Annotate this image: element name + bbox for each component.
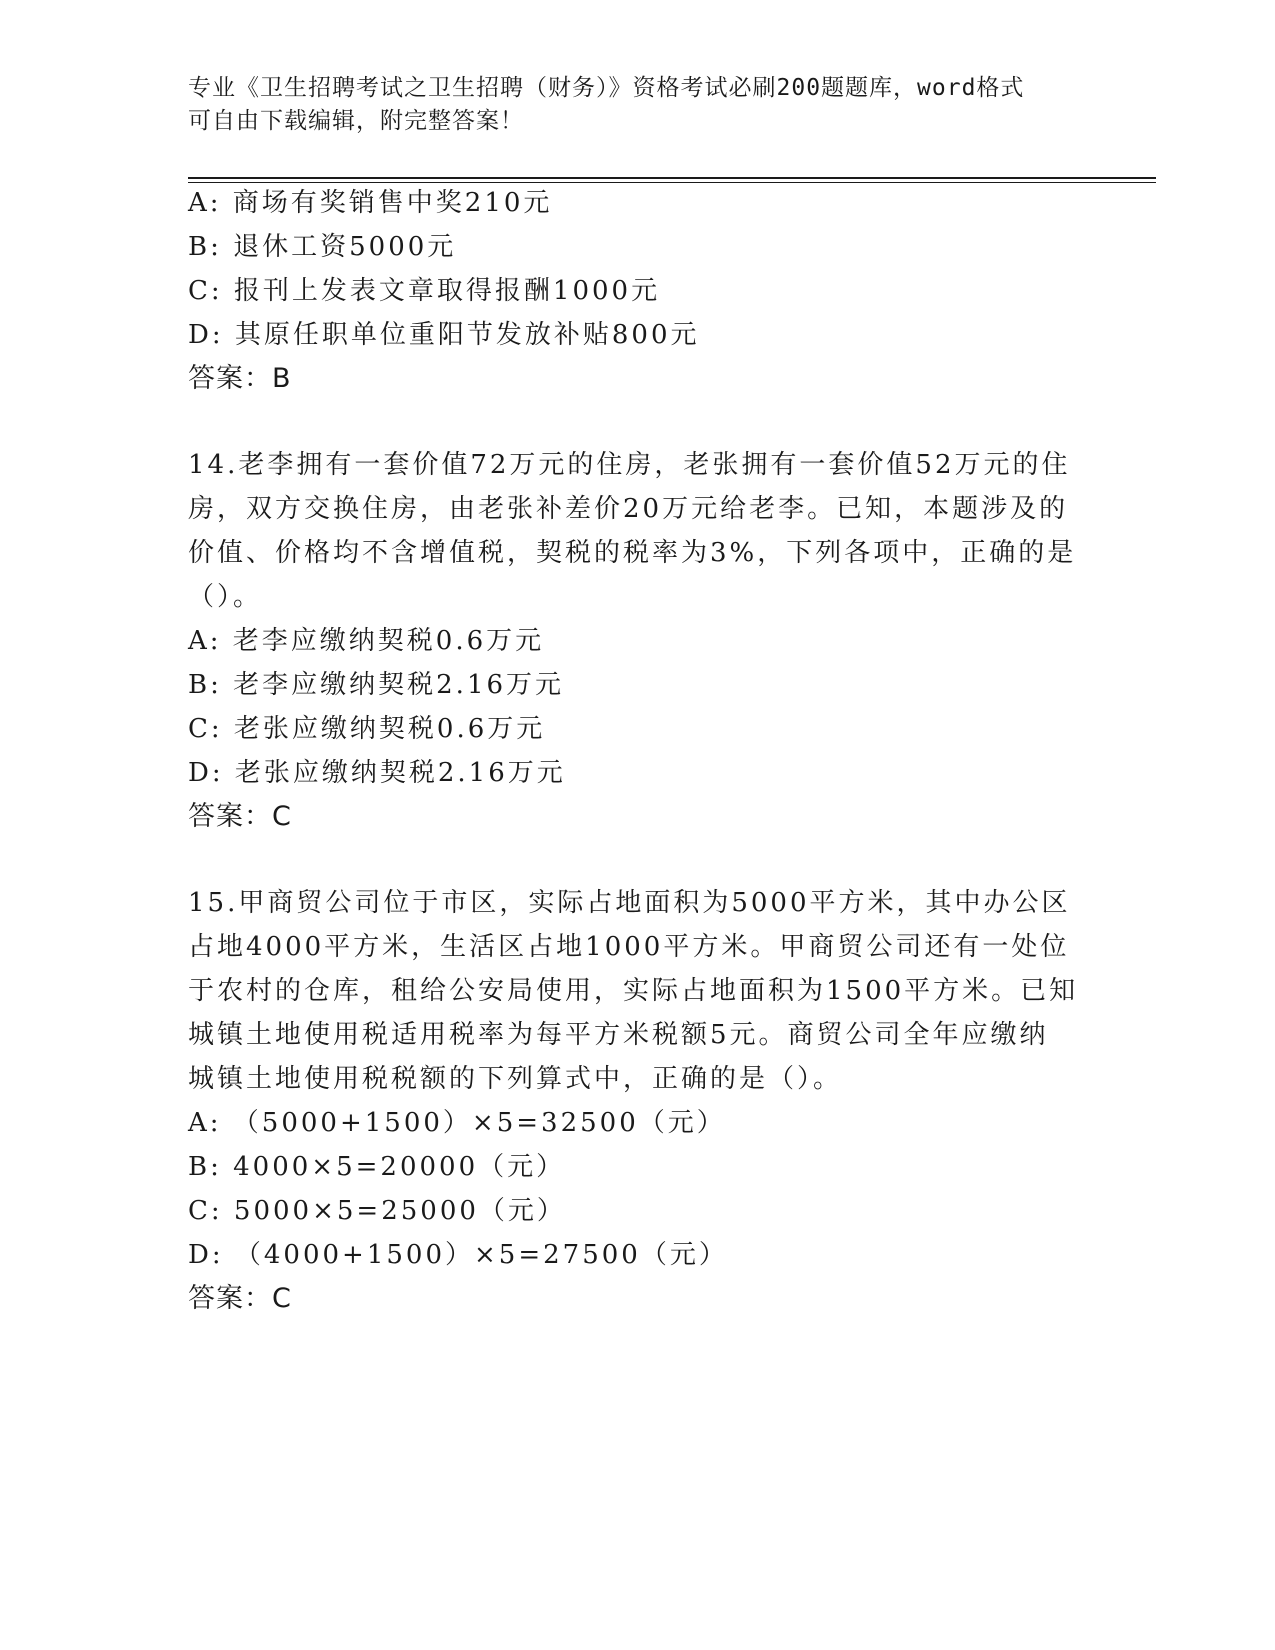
q14-option-a: A: 老李应缴纳契税0.6万元 [188,626,545,656]
q15-stem-line-2: 占地4000平方米，生活区占地1000平方米。甲商贸公司还有一处位 [188,932,1070,962]
document-header [188,72,1068,138]
header-line-1: 专业《卫生招聘考试之卫生招聘（财务）》资格考试必刷200题题库，word格式 [188,75,1025,101]
q14-stem-line-1: 14.老李拥有一套价值72万元的住房，老张拥有一套价值52万元的住 [188,450,1071,480]
q13-option-d: D: 其原任职单位重阳节发放补贴800元 [188,320,700,350]
q13-option-b: B: 退休工资5000元 [188,232,457,262]
q15-stem-line-1: 15.甲商贸公司位于市区，实际占地面积为5000平方米，其中办公区 [188,888,1071,918]
q13-answer: 答案：B [188,363,292,394]
q15-option-d: D: （4000+1500）×5=27500（元） [188,1240,728,1270]
q14-answer: 答案：C [188,801,292,832]
q14-option-c: C: 老张应缴纳契税0.6万元 [188,714,546,744]
q15-stem-line-4: 城镇土地使用税适用税率为每平方米税额5元。商贸公司全年应缴纳 [188,1020,1049,1050]
header-line-2: 可自由下载编辑，附完整答案！ [188,108,524,134]
q15-answer: 答案：C [188,1283,292,1314]
q14-option-b: B: 老李应缴纳契税2.16万元 [188,670,565,700]
q13-option-a: A: 商场有奖销售中奖210元 [188,188,553,218]
q13-option-c: C: 报刊上发表文章取得报酬1000元 [188,276,661,306]
q14-stem-line-4: （）。 [188,582,263,612]
q15-option-a: A: （5000+1500）×5=32500（元） [188,1108,726,1138]
q14-stem-line-2: 房，双方交换住房，由老张补差价20万元给老李。已知，本题涉及的 [188,494,1069,524]
q15-option-c: C: 5000×5=25000（元） [188,1196,566,1226]
header-divider-thick [188,177,1156,179]
q14-option-d: D: 老张应缴纳契税2.16万元 [188,758,566,788]
q15-stem-line-5: 城镇土地使用税税额的下列算式中，正确的是（）。 [188,1064,843,1094]
q15-option-b: B: 4000×5=20000（元） [188,1152,566,1182]
q14-stem-line-3: 价值、价格均不含增值税，契税的税率为3%，下列各项中，正确的是 [188,538,1077,568]
q15-stem-line-3: 于农村的仓库，租给公安局使用，实际占地面积为1500平方米。已知 [188,976,1079,1006]
